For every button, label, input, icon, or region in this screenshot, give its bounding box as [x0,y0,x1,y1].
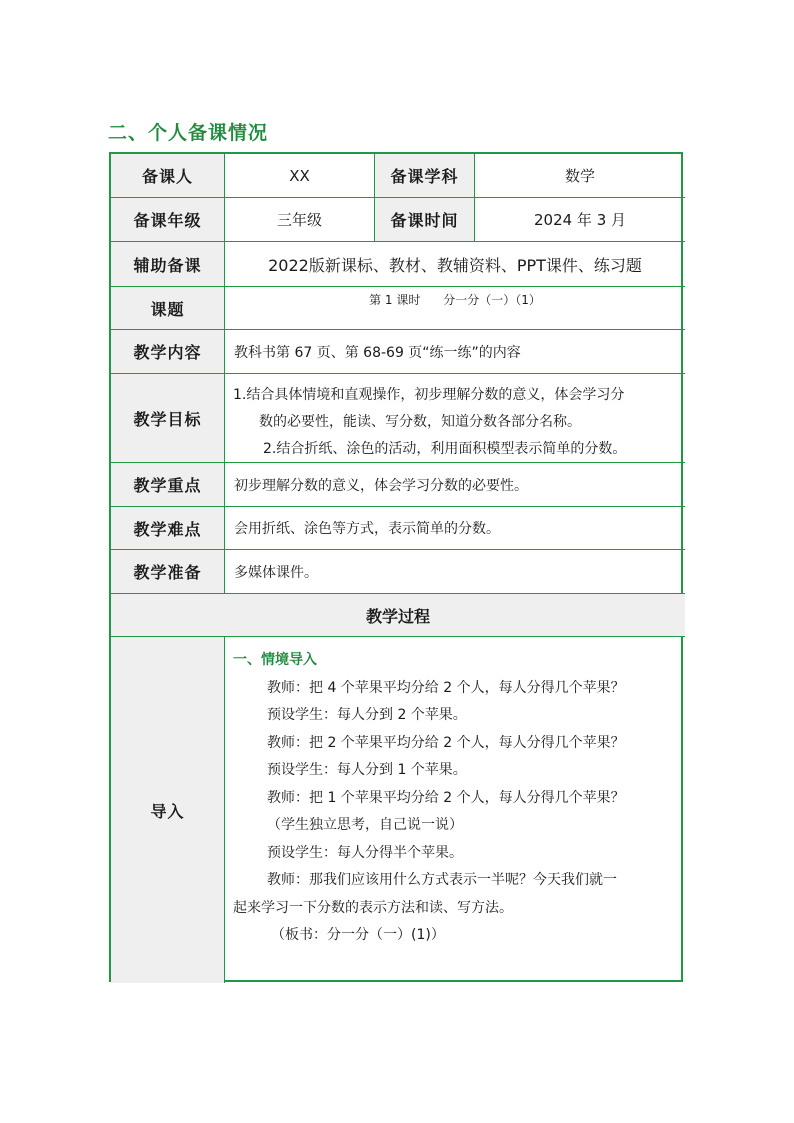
intro-line-4: 预设学生：每人分到 1 个苹果。 [267,762,467,778]
intro-line-2: 预设学生：每人分到 2 个苹果。 [267,707,467,723]
goal-line-1-cont: 数的必要性，能读、写分数，知道分数各部分名称。 [259,414,581,430]
intro-line-3: 教师：把 2 个苹果平均分给 2 个人，每人分得几个苹果？ [267,734,625,751]
section-title: 二、个人备课情况 [108,122,269,144]
intro-label: 导入 [111,637,225,983]
goals-label: 教学目标 [111,374,225,463]
preparer-value: XX [225,154,375,198]
goal-line-2: 2.结合折纸、涂色的活动，利用面积模型表示简单的分数。 [263,441,627,457]
intro-heading: 一、情境导入 [233,652,317,668]
preparer-label: 备课人 [111,154,225,198]
intro-line-8: 教师：那我们应该用什么方式表示一半呢？今天我们就一 [267,872,617,888]
grade-value: 三年级 [225,198,375,242]
intro-line-6: （学生独立思考，自己说一说） [267,817,463,833]
grade-label: 备课年级 [111,198,225,242]
time-value: 2024 年 3 月 [475,198,685,242]
difficulty-label: 教学难点 [111,507,225,550]
topic-value [225,287,685,330]
intro-line-10: （板书：分一分（一）(1)） [271,927,445,943]
topic-text: 第 1 课时 分一分（一）（1） [369,293,541,307]
key-label: 教学重点 [111,463,225,507]
subject-label: 备课学科 [375,154,475,198]
prep-value: 多媒体课件。 [225,550,685,594]
lesson-plan-table [109,152,683,982]
intro-line-7: 预设学生：每人分得半个苹果。 [267,844,463,861]
content-label: 教学内容 [111,330,225,374]
content-value: 教科书第 67 页、第 68-69 页“练一练”的内容 [225,330,685,374]
topic-label: 课题 [111,287,225,330]
aux-label: 辅助备课 [111,242,225,287]
intro-line-9: 起来学习一下分数的表示方法和读、写方法。 [233,899,513,916]
goals-value [225,374,685,463]
intro-line-5: 教师：把 1 个苹果平均分给 2 个人，每人分得几个苹果？ [267,789,625,806]
goal-line-1: 1.结合具体情境和直观操作，初步理解分数的意义，体会学习分 [233,387,625,403]
difficulty-value: 会用折纸、涂色等方式，表示简单的分数。 [225,507,685,550]
intro-line-1: 教师：把 4 个苹果平均分给 2 个人，每人分得几个苹果？ [267,679,625,696]
prep-label: 教学准备 [111,550,225,594]
process-header: 教学过程 [111,594,685,637]
intro-content [225,637,685,983]
aux-value: 2022版新课标、教材、教辅资料、PPT课件、练习题 [225,242,685,287]
key-value: 初步理解分数的意义，体会学习分数的必要性。 [225,463,685,507]
subject-value: 数学 [475,154,685,198]
time-label: 备课时间 [375,198,475,242]
